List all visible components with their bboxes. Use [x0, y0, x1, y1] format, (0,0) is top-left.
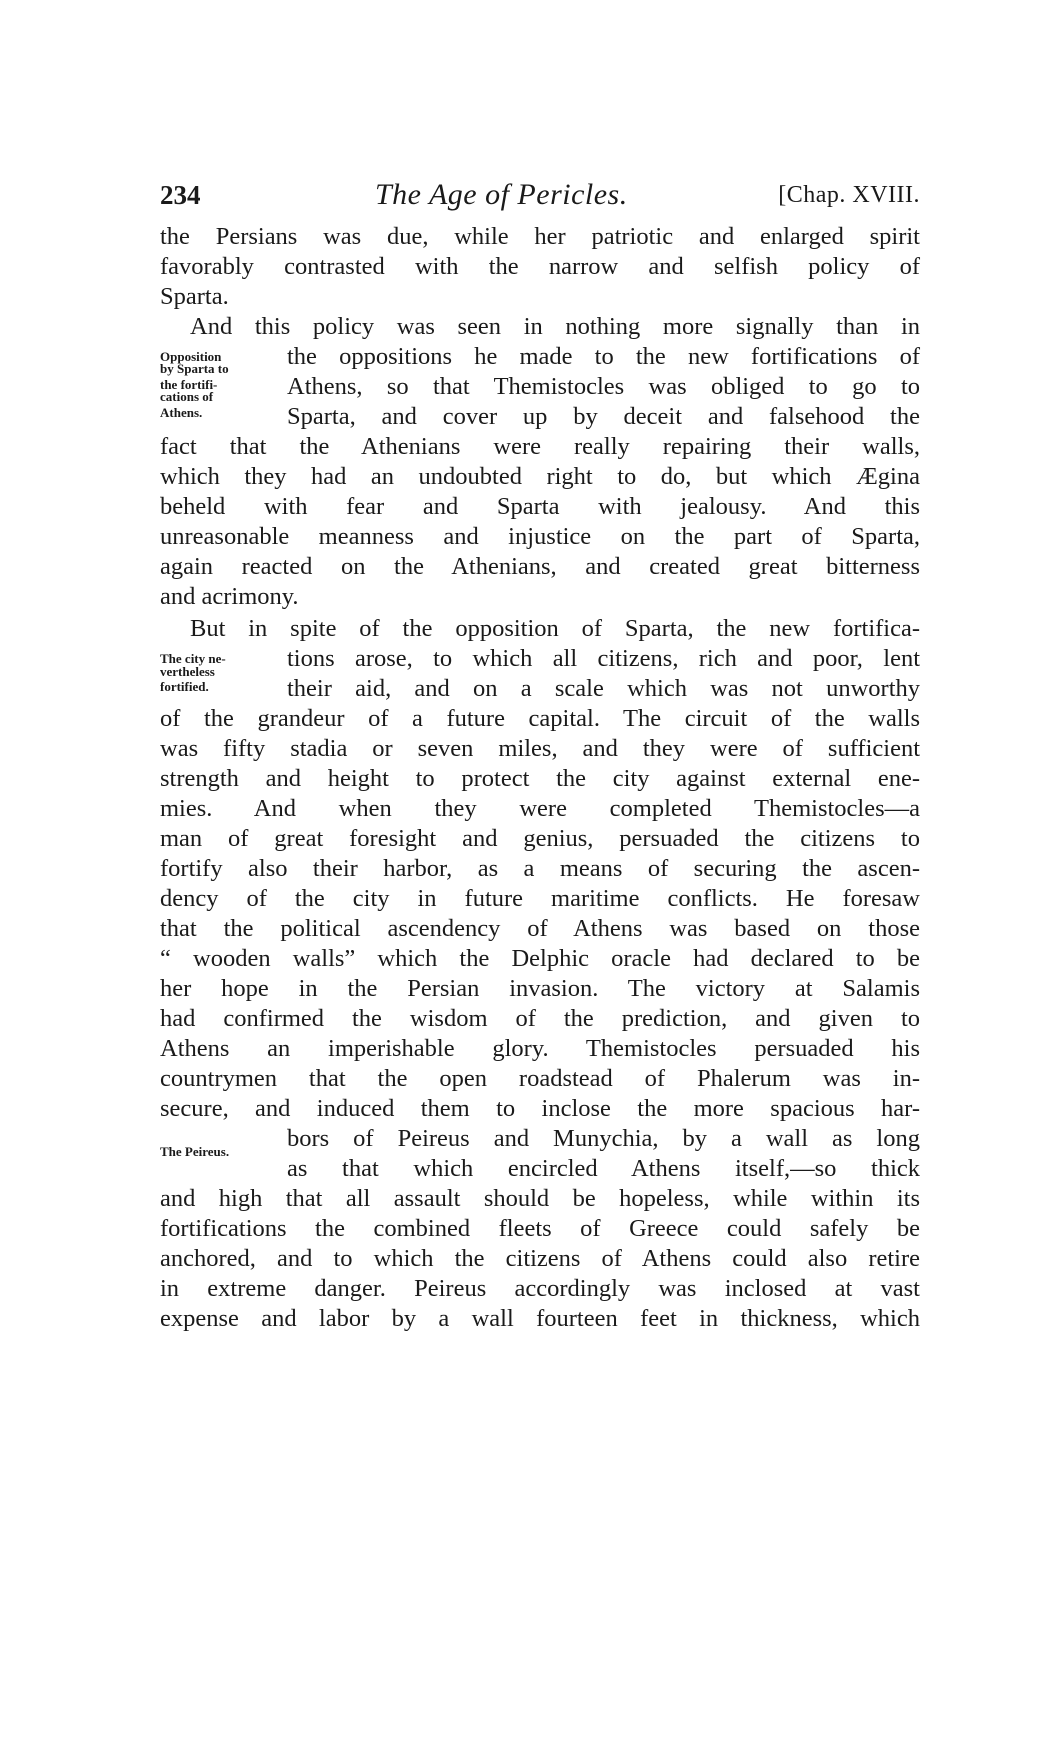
running-head — [160, 180, 920, 220]
body-line: their aid, and on a scale which was not unworthy — [287, 675, 920, 702]
body-line: mies. And when they were completed Themistocles—a — [160, 795, 920, 822]
page-number: 234 — [160, 180, 201, 210]
body-line: and acrimony. — [160, 583, 299, 610]
body-line: secure, and induced them to inclose the more spacious har- — [160, 1095, 920, 1122]
body-line: And this policy was seen in nothing more signally than in — [190, 313, 920, 340]
body-line: favorably contrasted with the narrow and selfish policy of — [160, 253, 920, 280]
body-line: Sparta. — [160, 283, 229, 310]
body-line: strength and height to protect the city against external ene- — [160, 765, 920, 792]
body-line: tions arose, to which all citizens, rich and poor, lent — [287, 645, 920, 672]
body-line: that the political ascendency of Athens was based on those — [160, 915, 920, 942]
body-line: again reacted on the Athenians, and created great bitterness — [160, 553, 920, 580]
body-line: of the grandeur of a future capital. The circuit of the walls — [160, 705, 920, 732]
body-line: the oppositions he made to the new fortifications of — [287, 343, 920, 370]
body-line: as that which encircled Athens itself,—so thick — [287, 1155, 920, 1182]
body-line: and high that all assault should be hopeless, while within its — [160, 1185, 920, 1212]
body-line: bors of Peireus and Munychia, by a wall as long — [287, 1125, 920, 1152]
body-line: fortifications the combined fleets of Greece could safely be — [160, 1215, 920, 1242]
body-line: countrymen that the open roadstead of Phalerum was in- — [160, 1065, 920, 1092]
body-line: Athens, so that Themistocles was obliged to go to — [287, 373, 920, 400]
body-line: fortify also their harbor, as a means of securing the ascen- — [160, 855, 920, 882]
margin-note-line: Athens. — [160, 405, 203, 420]
running-title: The Age of Pericles. — [375, 178, 628, 211]
body-line: man of great foresight and genius, persuaded the citizens to — [160, 825, 920, 852]
body-line: had confirmed the wisdom of the prediction, and given to — [160, 1005, 920, 1032]
margin-note-line: by Sparta to — [160, 361, 229, 376]
body-line: “ wooden walls” which the Delphic oracle had declared to be — [160, 945, 920, 972]
body-line: Athens an imperishable glory. Themistocles persuaded his — [160, 1035, 920, 1062]
margin-note-line: The city ne- — [160, 651, 226, 666]
margin-note-line: the fortifi- — [160, 377, 218, 392]
body-line: beheld with fear and Sparta with jealousy. And this — [160, 493, 920, 520]
body-line: which they had an undoubted right to do, but which Ægina — [160, 463, 920, 490]
body-line: was fifty stadia or seven miles, and they were of sufficient — [160, 735, 920, 762]
body-line: her hope in the Persian invasion. The victory at Salamis — [160, 975, 920, 1002]
margin-note-line: fortified. — [160, 679, 209, 694]
body-line: the Persians was due, while her patriotic and enlarged spirit — [160, 223, 920, 250]
body-line: expense and labor by a wall fourteen feet in thickness, which — [160, 1305, 920, 1332]
margin-note-line: cations of — [160, 389, 214, 404]
body-line: But in spite of the opposition of Sparta, the new fortifica- — [190, 615, 920, 642]
margin-note-line: The Peireus. — [160, 1144, 230, 1159]
margin-note-line: Opposition — [160, 349, 222, 364]
margin-note-line: vertheless — [160, 664, 215, 679]
body-line: in extreme danger. Peireus accordingly was inclosed at vast — [160, 1275, 920, 1302]
body-line: unreasonable meanness and injustice on the part of Sparta, — [160, 523, 920, 550]
running-chapter: [Chap. XVIII. — [778, 182, 920, 208]
body-line: Sparta, and cover up by deceit and falsehood the — [287, 403, 920, 430]
body-line: fact that the Athenians were really repairing their walls, — [160, 433, 920, 460]
body-line: anchored, and to which the citizens of Athens could also retire — [160, 1245, 920, 1272]
body-line: dency of the city in future maritime conflicts. He foresaw — [160, 885, 920, 912]
